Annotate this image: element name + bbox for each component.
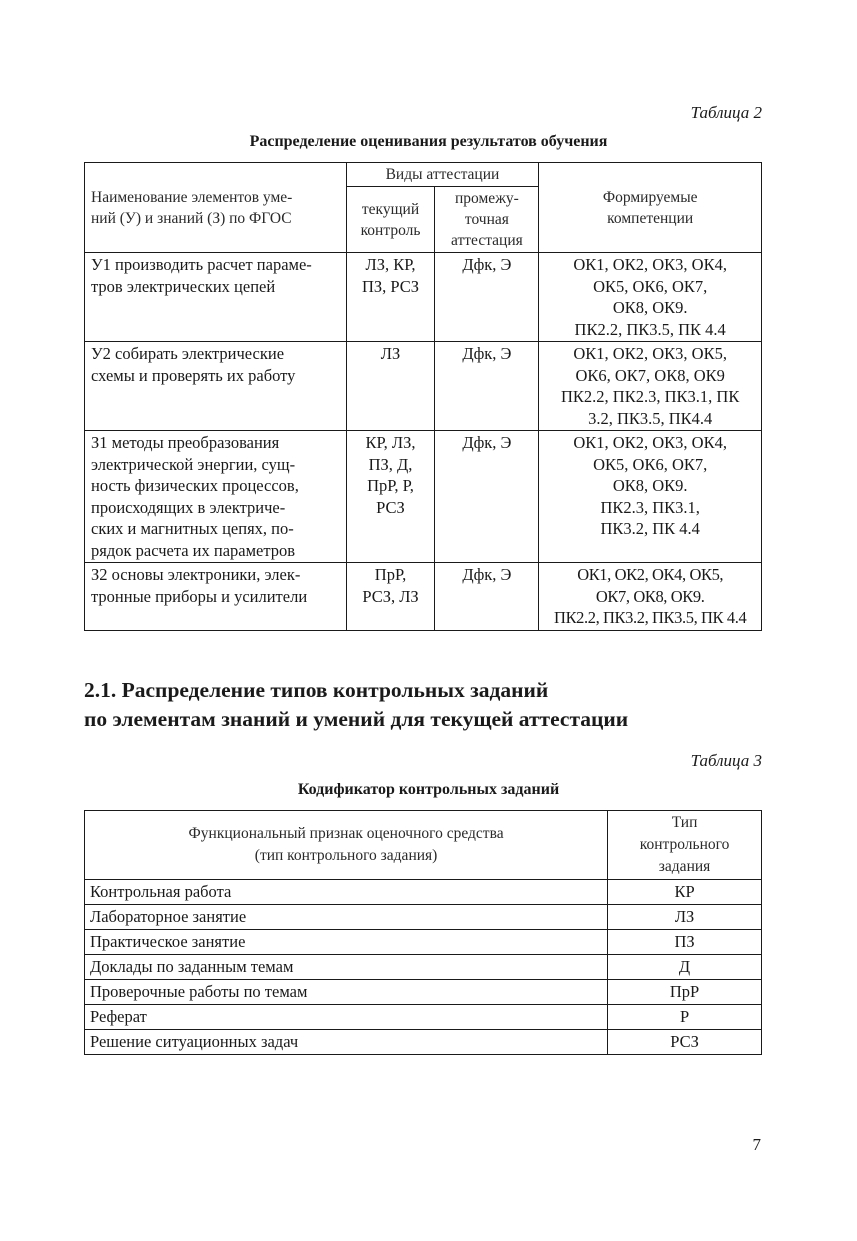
- table3-header-row: [85, 811, 762, 880]
- table2-header-competencies: Формируемые компетенции: [539, 163, 762, 253]
- table2-header-row-1: [85, 163, 762, 187]
- table-row: [85, 880, 762, 905]
- table2-header-current-control: текущий контроль: [346, 187, 435, 253]
- intermediate-cell: Дфк, Э: [435, 431, 539, 563]
- competencies-cell: ОК1, ОК2, ОК3, ОК4, ОК5, ОК6, ОК7, ОК8, ОК9. ПК2.3, ПК3.1, ПК3.2, ПК 4.4: [539, 431, 762, 563]
- table-row: [85, 955, 762, 980]
- task-code-cell: ПЗ: [608, 930, 762, 955]
- task-name-cell: Лабораторное занятие: [85, 905, 608, 930]
- table2-title: Распределение оценивания результатов обучения: [249, 133, 608, 150]
- table-row: [85, 1005, 762, 1030]
- task-name-cell: Решение ситуационных задач: [85, 1030, 608, 1055]
- task-name-cell: Доклады по заданным темам: [85, 955, 608, 980]
- current-control-cell: КР, ЛЗ, ПЗ, Д, ПрР, Р, РСЗ: [346, 431, 435, 563]
- element-cell: У1 производить расчет парамe- тров электрических цепей: [85, 253, 347, 342]
- intermediate-cell: Дфк, Э: [435, 342, 539, 431]
- table-row: [85, 1030, 762, 1055]
- table-row: [85, 905, 762, 930]
- table-row: [85, 431, 762, 563]
- competencies-cell: ОК1, ОК2, ОК3, ОК4, ОК5, ОК6, ОК7, ОК8, ОК9. ПК2.2, ПК3.5, ПК 4.4: [539, 253, 762, 342]
- intermediate-cell: Дфк, Э: [435, 253, 539, 342]
- task-name-cell: Проверочные работы по темам: [85, 980, 608, 1005]
- current-control-cell: ЛЗ, КР, ПЗ, РСЗ: [346, 253, 435, 342]
- table3-title: Кодификатор контрольных заданий: [297, 781, 560, 798]
- table-row: [85, 563, 762, 631]
- current-control-cell: ПрР, РСЗ, ЛЗ: [346, 563, 435, 631]
- task-codifier-table: [84, 810, 762, 1055]
- task-code-cell: КР: [608, 880, 762, 905]
- task-name-cell: Реферат: [85, 1005, 608, 1030]
- competencies-cell: ОК1, ОК2, ОК4, ОК5, ОК7, ОК8, ОК9. ПК2.2, ПК3.2, ПК3.5, ПК 4.4: [539, 563, 762, 631]
- table-row: [85, 253, 762, 342]
- task-code-cell: ПрР: [608, 980, 762, 1005]
- table2-label: Таблица 2: [690, 103, 762, 122]
- element-cell: У2 собирать электрические схемы и проверять их работу: [85, 342, 347, 431]
- task-name-cell: Практическое занятие: [85, 930, 608, 955]
- intermediate-cell: Дфк, Э: [435, 563, 539, 631]
- table-row: [85, 980, 762, 1005]
- element-cell: З2 основы электроники, элек- тронные приборы и усилители: [85, 563, 347, 631]
- table2-header-element: Наименование элементов уме- ний (У) и знаний (З) по ФГОС: [85, 163, 347, 253]
- table3-header-type: Тип контрольного задания: [608, 811, 762, 880]
- task-code-cell: Д: [608, 955, 762, 980]
- table-row: [85, 342, 762, 431]
- page-number: 7: [752, 1135, 761, 1154]
- section-heading: 2.1. Распределение типов контрольных заданий по элементам знаний и умений для текущей аттестации: [84, 678, 629, 731]
- task-name-cell: Контрольная работа: [85, 880, 608, 905]
- element-cell: З1 методы преобразования электрической энергии, сущ- ность физических процессов, происходящих в электриче- ских и магнитных цепях, по- рядок расчета их параметров: [85, 431, 347, 563]
- task-code-cell: РСЗ: [608, 1030, 762, 1055]
- assessment-distribution-table: [84, 162, 762, 631]
- current-control-cell: ЛЗ: [346, 342, 435, 431]
- task-code-cell: Р: [608, 1005, 762, 1030]
- table-row: [85, 930, 762, 955]
- task-code-cell: ЛЗ: [608, 905, 762, 930]
- table3-label: Таблица 3: [690, 751, 762, 770]
- table3-header-feature: Функциональный признак оценочного средства (тип контрольного задания): [85, 811, 608, 880]
- table2-header-attestation-types: Виды аттестации: [346, 163, 539, 187]
- table2-header-intermediate-attestation: промежу- точная аттестация: [435, 187, 539, 253]
- competencies-cell: ОК1, ОК2, ОК3, ОК5, ОК6, ОК7, ОК8, ОК9 ПК2.2, ПК2.3, ПК3.1, ПК 3.2, ПК3.5, ПК4.4: [539, 342, 762, 431]
